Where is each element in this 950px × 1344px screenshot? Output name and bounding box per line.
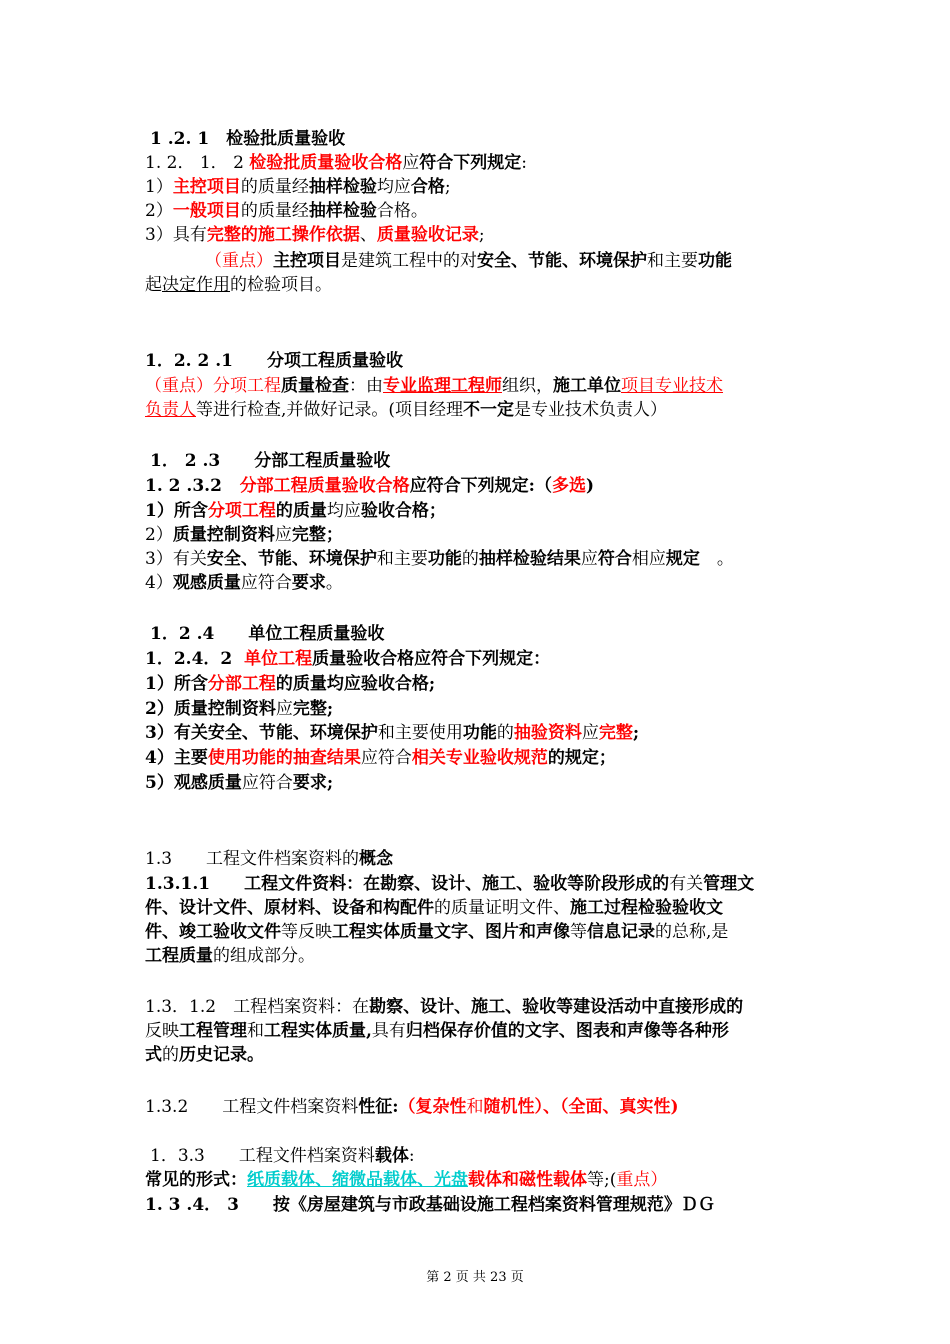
list-item <box>145 176 451 198</box>
paragraph-text: 1. 3 .4． 3 按《房屋建筑与市政基础设施工程档案资料管理规范》ＤＧ <box>145 1195 715 1215</box>
item-text: 主控项目 <box>172 177 241 197</box>
clause-text: : <box>521 153 528 173</box>
item-prefix: 5）观感质量 <box>145 773 242 793</box>
list-item <box>145 500 446 522</box>
page-footer <box>0 1270 950 1286</box>
paragraph-text: 信息记录 <box>587 922 655 942</box>
heading-text: 1.3 工程文件档案资料的 <box>145 849 360 869</box>
item-text: 。 <box>325 573 343 593</box>
item-text: 功能 <box>462 723 497 743</box>
key-point-tag: （重点） <box>205 251 273 271</box>
item-text: 均应 <box>376 177 411 197</box>
clause-number: 1.3.1.1 工程文件资料：在 <box>145 874 381 894</box>
paragraph-text: 常见的形式： <box>145 1170 247 1190</box>
item-text: 的质量 <box>275 501 327 521</box>
item-text: 抽样检验结果 <box>478 549 581 569</box>
item-text: 要求; <box>292 773 334 793</box>
clause-text: 符合下列规定 <box>419 153 522 173</box>
page-number: 第 2 页 共 23 页 <box>426 1270 524 1285</box>
heading-1-2-3 <box>150 450 390 472</box>
item-text: 完整 <box>598 723 633 743</box>
item-text: 合格。 <box>376 201 428 221</box>
clause-text: 多选 <box>551 476 586 496</box>
item-prefix: 2） <box>145 525 173 545</box>
item-text: 安全、节能、环境保护 <box>206 549 377 569</box>
item-text: 质量控制资料 <box>172 525 275 545</box>
paragraph-text: 的总称,是 <box>655 922 729 942</box>
clause-number: 1. 2． 1． 2 <box>145 153 250 173</box>
clause-1-2-1-2 <box>145 152 527 174</box>
paragraph-text: 历史记录。 <box>179 1045 264 1065</box>
item-text: 和主要 <box>376 549 428 569</box>
paragraph-text: 的质量证明文件、 <box>434 898 570 918</box>
item-text: 功能 <box>427 549 462 569</box>
paragraph-text: 具有 <box>371 1021 406 1041</box>
item-text: 使用功能的抽查结果 <box>207 748 361 768</box>
paragraph-line <box>145 1044 264 1066</box>
paragraph-line <box>145 921 728 943</box>
paragraph-text: 件、竣工验收文件 <box>145 922 281 942</box>
item-prefix: 1） <box>145 177 173 197</box>
key-point-text: 功能 <box>698 251 732 271</box>
item-prefix: 3）有关 <box>145 549 207 569</box>
paragraph-line <box>145 1020 729 1042</box>
paragraph-text: 等 <box>570 922 587 942</box>
item-text: 相应 <box>631 549 666 569</box>
item-text: 抽验资料 <box>513 723 582 743</box>
item-text: 的 <box>496 723 514 743</box>
paragraph-line <box>145 1169 667 1191</box>
item-text: 的质量经 <box>240 177 309 197</box>
clause-text: 分部工程质量验收合格 <box>239 476 410 496</box>
item-text: 应 <box>275 699 293 719</box>
heading-text: 1 .2. 1 检验批质量验收 <box>150 129 346 149</box>
item-text: 验收合格； <box>360 501 446 521</box>
paragraph-text: 工程实体质量文字、图片和声像 <box>332 922 570 942</box>
paragraph-text: : <box>408 1146 415 1166</box>
key-point-text: 的检验项目。 <box>230 275 332 295</box>
key-point-text: 是建筑工程中的对 <box>341 251 477 271</box>
list-item <box>145 722 639 744</box>
key-point-line <box>145 399 667 421</box>
item-prefix: 1）所含 <box>145 674 208 694</box>
key-point-text: 主控项目 <box>273 251 341 271</box>
item-prefix: 3）具有 <box>145 225 207 245</box>
item-text: 的规定； <box>547 748 616 768</box>
item-text: 、 <box>359 225 377 245</box>
item-prefix: 3）有关 <box>145 723 208 743</box>
item-text: 抽样检验 <box>308 201 377 221</box>
clause-text: ) <box>585 476 595 496</box>
heading-1-2-1 <box>150 128 345 150</box>
clause-number: 1．3.3 工程文件档案资料 <box>150 1146 375 1166</box>
key-point-line <box>205 250 732 272</box>
clause-number: 1. 2 .3.2 <box>145 476 222 496</box>
item-prefix: 2）质量控制资料 <box>145 699 276 719</box>
paragraph-text: 的组成部分。 <box>213 946 315 966</box>
item-text: 应符合 <box>360 748 412 768</box>
item-text: 的质量经 <box>240 201 309 221</box>
key-point-text: 等进行检查,并做好记录。(项目经理 <box>196 400 464 420</box>
paragraph-text: 等;( <box>587 1170 617 1190</box>
paragraph-text: 勘察、设计、施工、验收等建设活动中直接形成的 <box>369 997 744 1017</box>
key-point-text: 项目专业技术 <box>621 376 723 396</box>
clause-number: 1．2.4．2 <box>145 649 233 669</box>
key-point-line <box>145 375 723 397</box>
item-text: 完整； <box>291 525 343 545</box>
clause-1-2-3-2 <box>145 475 594 497</box>
paragraph-text: 式 <box>145 1045 162 1065</box>
paragraph-1-3-2 <box>145 1096 679 1118</box>
key-point-text: 和主要 <box>647 251 698 271</box>
paragraph-text: 工程管理 <box>179 1021 247 1041</box>
clause-1-2-4-2 <box>145 648 550 670</box>
clause-text: 质量验收合格应符合下列规定： <box>312 649 551 669</box>
item-text: 抽样检验 <box>308 177 377 197</box>
key-point-tag: （重点）分项工程 <box>145 376 281 396</box>
item-text: 应符合 <box>241 773 293 793</box>
item-text: 完整; <box>292 699 334 719</box>
item-text: 完整的施工操作依据 <box>206 225 360 245</box>
paragraph-text: 勘察、设计、施工、验收等阶段形成的 <box>380 874 670 894</box>
item-text: ; <box>632 723 640 743</box>
item-text: 质量验收记录 <box>376 225 479 245</box>
key-point-text: 负责人 <box>145 400 196 420</box>
heading-text: 1．2 .4 单位工程质量验收 <box>150 624 385 644</box>
paragraph-text: 的 <box>162 1045 179 1065</box>
key-point-text: 不一定 <box>463 400 515 420</box>
paragraph-1-3-3 <box>150 1145 415 1167</box>
paragraph-text: 纸质载体、缩微品载体、光盘 <box>247 1170 468 1190</box>
item-text: 一般项目 <box>172 201 241 221</box>
list-item <box>145 698 333 720</box>
item-text: 观感质量 <box>172 573 241 593</box>
paragraph-text: 随机性）、（全面、真实性) <box>483 1097 679 1117</box>
key-point-text: ：由 <box>349 376 383 396</box>
item-text: 相关专业验收规范 <box>411 748 548 768</box>
paragraph-1-3-4-3 <box>145 1194 715 1216</box>
item-prefix: 4） <box>145 573 173 593</box>
clause-text: 单位工程 <box>244 649 313 669</box>
item-text: 应符合 <box>240 573 292 593</box>
item-text: 的质量均应验收合格; <box>275 674 436 694</box>
list-item <box>145 224 485 246</box>
paragraph-text: 和 <box>466 1097 484 1117</box>
paragraph-text: 和 <box>247 1021 264 1041</box>
key-point-text: 专业监理工程师 <box>383 376 502 396</box>
heading-1-2-4 <box>150 623 384 645</box>
heading-text: 概念 <box>359 849 394 869</box>
clause-text: 应 <box>402 153 420 173</box>
item-text: 应 <box>274 525 292 545</box>
item-text: 分项工程 <box>207 501 276 521</box>
heading-text: 1．2. 2 .1 分项工程质量验收 <box>145 351 403 371</box>
item-text: 规定 <box>665 549 700 569</box>
item-text: 和主要使用 <box>377 723 463 743</box>
key-point-text: 是专业技术负责人） <box>514 400 668 420</box>
key-point-text: 安全、节能、环境保护 <box>477 251 647 271</box>
paragraph-text: 性征: <box>358 1097 399 1117</box>
paragraph-text: 件、设计文件、原材料、设备和构配件 <box>145 898 434 918</box>
paragraph-text: （复杂性 <box>398 1097 467 1117</box>
paragraph-text: 工程质量 <box>145 946 213 966</box>
list-item <box>145 524 343 546</box>
key-point-text: 起 <box>145 275 162 295</box>
paragraph-text: 归档保存价值的文字、图表和声像等各种形 <box>405 1021 729 1041</box>
item-text: 应 <box>580 549 598 569</box>
item-text: 安全、节能、环境保护 <box>207 723 378 743</box>
paragraph-line <box>145 897 723 919</box>
paragraph-text: 载体和磁性载体 <box>468 1170 587 1190</box>
paragraph-text: 管理文 <box>703 874 755 894</box>
heading-text: 1． 2 .3 分部工程质量验收 <box>150 451 391 471</box>
paragraph-text: 反映 <box>145 1021 179 1041</box>
list-item <box>145 572 343 594</box>
key-point-text: 决定作用 <box>162 275 230 295</box>
paragraph-1-3-1-1 <box>145 873 754 895</box>
paragraph-text: 等反映 <box>281 922 332 942</box>
item-prefix: 2） <box>145 201 173 221</box>
item-text: 均应 <box>326 501 361 521</box>
paragraph-text: 工程实体质量, <box>264 1021 372 1041</box>
clause-text: 检验批质量验收合格 <box>249 153 403 173</box>
clause-number: 1.3．1.2 工程档案资料：在 <box>145 997 370 1017</box>
item-prefix: 1）所含 <box>145 501 208 521</box>
key-point-text: 组织， <box>502 376 553 396</box>
item-text: 合格 <box>410 177 445 197</box>
key-point-text: 质量检查 <box>281 376 349 396</box>
clause-number: 1.3.2 工程文件档案资料 <box>145 1097 359 1117</box>
key-point-text: 施工单位 <box>553 376 621 396</box>
item-text: 分部工程 <box>207 674 276 694</box>
paragraph-line <box>145 945 315 967</box>
list-item <box>145 548 734 570</box>
item-text: ; <box>444 177 451 197</box>
list-item <box>145 772 333 794</box>
item-prefix: 4）主要 <box>145 748 208 768</box>
item-text: ; <box>478 225 485 245</box>
item-text: 应 <box>581 723 599 743</box>
item-text: 的 <box>461 549 479 569</box>
clause-text: 应符合下列规定:（ <box>409 476 552 496</box>
item-text: 要求 <box>291 573 326 593</box>
paragraph-text: 载体 <box>374 1146 409 1166</box>
paragraph-text: 有关 <box>669 874 704 894</box>
heading-1-2-2-1 <box>145 350 403 372</box>
list-item <box>145 673 435 695</box>
key-point-line <box>145 274 332 296</box>
item-text: 。 <box>699 549 734 569</box>
list-item <box>145 200 428 222</box>
paragraph-1-3-1-2 <box>145 996 743 1018</box>
paragraph-text: 施工过程检验验收文 <box>570 898 723 918</box>
list-item <box>145 747 616 769</box>
heading-1-3 <box>145 848 393 870</box>
item-text: 符合 <box>597 549 632 569</box>
paragraph-text: 重点） <box>616 1170 668 1190</box>
